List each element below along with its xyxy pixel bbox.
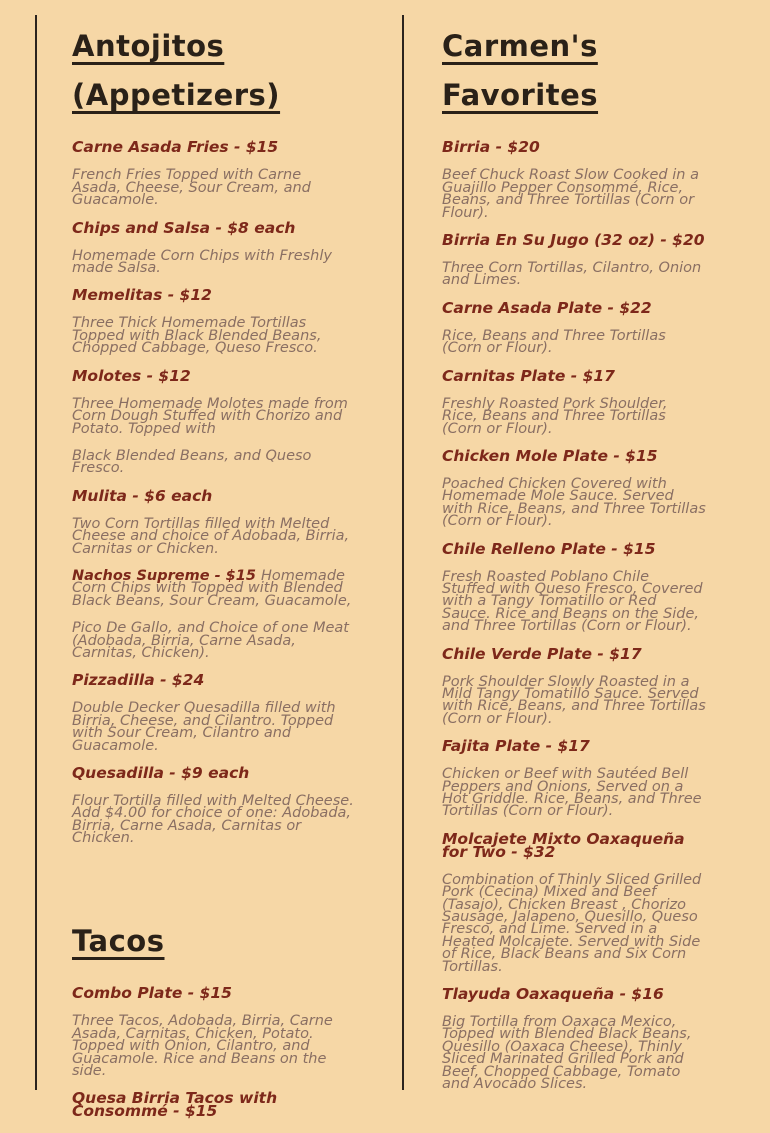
menu-section bbox=[72, 22, 354, 845]
item-description: Pico De Gallo, and Choice of one Meat (Adobada, Birria, Carne Asada, Carnitas, Chicken). bbox=[72, 620, 349, 661]
item-name: Fajita Plate - $17 bbox=[442, 737, 590, 756]
menu-section bbox=[72, 917, 354, 1119]
item-name: Chile Relleno Plate - $15 bbox=[442, 539, 656, 558]
item-description: Flour Tortilla filled with Melted Cheese. Add $4.00 for choice of one: Adobada, Birria, Carne Asada, Carnitas or Chicken. bbox=[72, 793, 354, 847]
item-name: Birria En Su Jugo (32 oz) - $20 bbox=[442, 231, 705, 250]
item-name: Quesa Birria Tacos with Consommé - $15 bbox=[72, 1089, 278, 1121]
item-description: Black Blended Beans, and Queso Fresco. bbox=[72, 447, 312, 477]
item-name: Mulita - $6 each bbox=[72, 486, 213, 505]
item-name: Quesadilla - $9 each bbox=[72, 764, 250, 782]
section-heading: Antojitos (Appetizers) bbox=[72, 29, 281, 112]
item-description: Homemade Corn Chips with Freshly made Salsa. bbox=[72, 247, 332, 277]
item-description: Poached Chicken Covered with Homemade Mole Sauce. Served with Rice, Beans, and Three Tortillas (Corn or Flour). bbox=[442, 475, 706, 530]
item-description: Two Corn Tortillas filled with Melted Cheese and choice of Adobada, Birria, Carnitas or Chicken. bbox=[72, 515, 350, 557]
item-description: Beef Chuck Roast Slow Cooked in a Guajillo Pepper Consommé, Rice, Beans, and Three Tortillas (Corn or Flour). bbox=[442, 167, 699, 221]
item-description: Chicken or Beef with Sautéed Bell Peppers and Onions, Served on a Hot Griddle. Rice, Beans, and Three Tortillas (Corn or Flour). bbox=[442, 766, 702, 820]
menu-column-right bbox=[442, 22, 706, 1106]
item-name: Molotes - $12 bbox=[72, 366, 191, 385]
item-description: Double Decker Quesadilla filled with Birria, Cheese, and Cilantro. Topped with Sour Cream, Cilantro and Guacamole. bbox=[72, 700, 336, 754]
item-description: Rice, Beans and Three Tortillas (Corn or Flour). bbox=[442, 327, 666, 357]
item-name: Carne Asada Plate - $22 bbox=[442, 298, 652, 317]
item-description: Three Homemade Molotes made from Corn Dough Stuffed with Chorizo and Potato. Topped with bbox=[72, 395, 348, 437]
item-description: Freshly Roasted Pork Shoulder, Rice, Beans and Three Tortillas (Corn or Flour). bbox=[442, 395, 668, 437]
item-description: Three Thick Homemade Tortillas Topped with Black Blended Beans, Chopped Cabbage, Queso Fresco. bbox=[72, 315, 322, 357]
item-name: Birria - $20 bbox=[442, 138, 540, 157]
item-description: Three Tacos, Adobada, Birria, Carne Asada, Carnitas, Chicken, Potato. Topped with Onion, Cilantro, and Guacamole. Rice and Beans on the side. bbox=[72, 1013, 333, 1079]
item-description: Fresh Roasted Poblano Chile Stuffed with Queso Fresco, Covered with a Tangy Tomatillo or Red Sauce. Rice and Beans on the Side, and Three Tortillas (Corn or Flour). bbox=[442, 568, 703, 635]
column-divider-line bbox=[402, 15, 404, 1090]
item-name: Carne Asada Fries - $15 bbox=[72, 138, 279, 157]
menu-section bbox=[442, 22, 706, 1091]
item-name: Memelitas - $12 bbox=[72, 286, 212, 305]
item-name: Nachos Supreme - $15 bbox=[72, 567, 261, 584]
item-description: French Fries Topped with Carne Asada, Cheese, Sour Cream, and Guacamole. bbox=[72, 167, 311, 209]
item-description: Three Corn Tortillas, Cilantro, Onion and Limes. bbox=[442, 260, 702, 289]
item-name: Chile Verde Plate - $17 bbox=[442, 644, 642, 663]
item-name: Carnitas Plate - $17 bbox=[442, 366, 615, 385]
left-border-line bbox=[35, 15, 37, 1090]
item-name: Tlayuda Oaxaqueña - $16 bbox=[442, 985, 664, 1004]
section-heading: Carmen's Favorites bbox=[442, 29, 599, 112]
item-name: Pizzadilla - $24 bbox=[72, 671, 205, 690]
item-name: Combo Plate - $15 bbox=[72, 984, 232, 1003]
item-description: Nachos Supreme - $15 Homemade Corn Chips with Topped with Blended Black Beans, Sour Cream, Guacamole, bbox=[72, 567, 352, 609]
item-description: Pork Shoulder Slowly Roasted in a Mild Tangy Tomatillo Sauce. Served with Rice, Beans, and Three Tortillas (Corn or Flour). bbox=[442, 673, 706, 727]
item-description: Combination of Thinly Sliced Grilled Pork (Cecina) Mixed and Beef (Tasajo), Chicken Breast , Chorizo Sausage, Jalapeno, Quesillo, Queso Fresco, and Lime. Served in a Heated Molcajete. Served with Side of Rice, Black Beans and Six Corn Tortillas. bbox=[442, 871, 702, 975]
item-name: Chips and Salsa - $8 each bbox=[72, 218, 296, 237]
item-description: Big Tortilla from Oaxaca Mexico, Topped with Blended Black Beans, Quesillo (Oaxaca Cheese), Thinly Sliced Marinated Grilled Pork and Beef, Chopped Cabbage, Tomato and Avocado Slices. bbox=[442, 1014, 692, 1093]
item-name: Molcajete Mixto Oaxaqueña for Two - $32 bbox=[442, 829, 685, 861]
menu-column-left bbox=[72, 22, 354, 1133]
section-heading: Tacos bbox=[72, 923, 165, 958]
item-name: Chicken Mole Plate - $15 bbox=[442, 446, 658, 465]
